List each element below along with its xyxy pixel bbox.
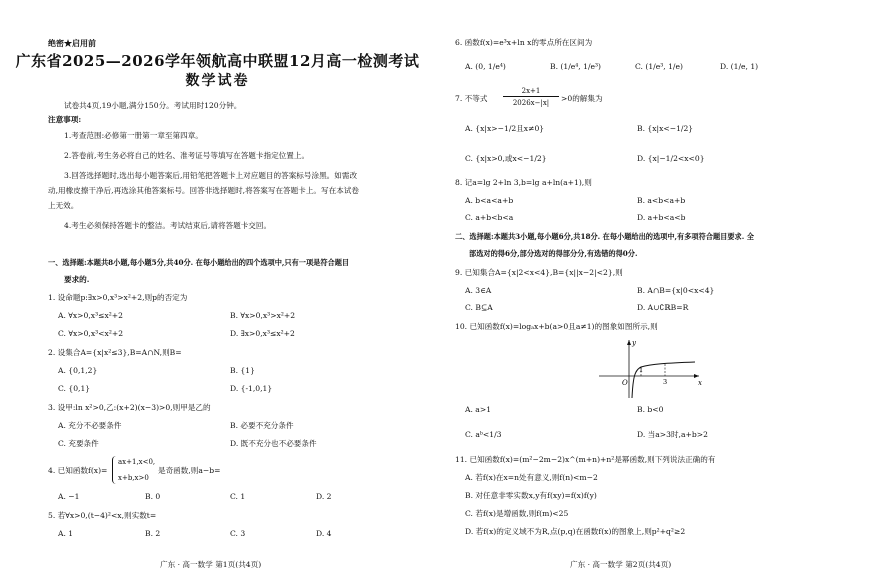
q6-stem: 6. 函数f(x)=e³x+ln x的零点所在区间为 — [455, 38, 593, 47]
graph-origin-label: O — [622, 379, 628, 387]
q9-option-b: B. A∩B={x|0<x<4} — [637, 286, 715, 295]
footer-left: 广东 · 高一数学 第1页(共4页) — [160, 560, 262, 569]
note-3c: 上无效。 — [48, 201, 79, 210]
q10-option-c: C. aᵇ<1/3 — [465, 430, 502, 439]
section2-line2: 部选对的得6分,部分选对的得部分分,有选错的得0分. — [469, 249, 638, 258]
q2-option-c: C. {0,1} — [58, 384, 91, 393]
q3-option-c: C. 充要条件 — [58, 439, 99, 448]
graph-tick-1: 1 — [639, 366, 644, 374]
q11-option-d: D. 若f(x)的定义域不为R,点(p,q)在函数f(x)的图象上,则p²+q²≥2 — [465, 527, 686, 536]
q2-option-d: D. {-1,0,1} — [230, 384, 273, 393]
q7-numerator: 2x+1 — [521, 87, 541, 95]
intro-text: 试卷共4页,19小题,满分150分。考试用时120分钟。 — [64, 101, 242, 110]
q7-option-d: D. {x|−1/2<x<0} — [637, 154, 705, 163]
q11-option-c: C. 若f(x)是增函数,则f(m)<25 — [465, 509, 569, 518]
q10-option-d: D. 当a>3时,a+b>2 — [637, 430, 708, 439]
note-1: 1.考查范围:必修第一册第一章至第四章。 — [64, 131, 203, 140]
q10-option-a: A. a>1 — [465, 405, 492, 414]
q4-option-b: B. 0 — [145, 492, 161, 501]
q9-option-a: A. 3∈A — [465, 286, 492, 295]
q11-option-a: A. 若f(x)在x=n处有意义,则f(n)<m−2 — [465, 473, 598, 482]
q6-option-b: B. (1/e⁴, 1/e³) — [550, 62, 602, 71]
q1-option-b: B. ∀x>0,x³>x²+2 — [230, 311, 296, 320]
q2-option-b: B. {1} — [230, 366, 255, 375]
q7-option-c: C. {x|x>0,或x<−1/2} — [465, 154, 547, 163]
note-3b: 动,用橡皮擦干净后,再选涂其他答案标号。回答非选择题时,将答案写在答题卡上。写在本试卷 — [48, 186, 359, 195]
q8-option-c: C. a+b<b<a — [465, 213, 514, 222]
q2-stem: 2. 设集合A={x|x²≤3},B=A∩N,则B= — [48, 348, 182, 357]
section1-line1: 一、选择题:本题共8小题,每小题5分,共40分. 在每小题给出的四个选项中,只有一项是符合题目 — [48, 258, 350, 267]
q11-option-b: B. 对任意非零实数x,y有f(xy)=f(x)f(y) — [465, 491, 597, 500]
section2-line1: 二、选择题:本题共3小题,每小题6分,共18分. 在每小题给出的选项中,有多项符合题目要求. 全 — [455, 232, 754, 241]
q11-stem: 11. 已知函数f(x)=(m²−2m−2)x^(m+n)+n²是幂函数,则下列说法正确的有 — [455, 455, 716, 464]
q6-option-a: A. (0, 1/e⁴) — [465, 62, 506, 71]
q5-option-a: A. 1 — [58, 529, 74, 538]
exam-title: 广东省2025—2026学年领航高中联盟12月高一检测考试 — [15, 52, 420, 70]
q3-option-d: D. 既不充分也不必要条件 — [230, 439, 317, 448]
note-3a: 3.回答选择题时,选出每小题答案后,用铅笔把答题卡上对应题目的答案标号涂黑。如需改 — [64, 171, 358, 180]
q6-option-c: C. (1/e³, 1/e) — [635, 62, 683, 71]
q5-option-c: C. 3 — [230, 529, 246, 538]
q3-stem: 3. 设甲:ln x²>0,乙:(x+2)(x−3)>0,则甲是乙的 — [48, 403, 211, 412]
q7-stem-b: >0的解集为 — [561, 94, 603, 103]
graph-y-arrow — [627, 340, 631, 345]
q7-fraction-bar — [503, 96, 559, 97]
q4-option-c: C. 1 — [230, 492, 246, 501]
q4-case-2: x+b,x>0 — [118, 474, 149, 482]
q8-option-b: B. a<b<a+b — [637, 196, 686, 205]
footer-right: 广东 · 高一数学 第2页(共4页) — [570, 560, 672, 569]
note-2: 2.答卷前,考生务必将自己的姓名、准考证号等填写在答题卡指定位置上。 — [64, 151, 310, 160]
q8-option-a: A. b<a<a+b — [465, 196, 514, 205]
graph-tick-3: 3 — [663, 378, 668, 386]
q2-option-a: A. {0,1,2} — [58, 366, 98, 375]
q1-option-a: A. ∀x>0,x³≤x²+2 — [58, 311, 123, 320]
q10-graph — [595, 336, 705, 400]
q3-option-b: B. 必要不充分条件 — [230, 421, 294, 430]
q9-option-d: D. A∪∁ℝB=R — [637, 303, 689, 312]
q9-option-c: C. B⊆A — [465, 303, 493, 312]
q4-case-1: ax+1,x<0, — [118, 458, 156, 466]
q6-option-d: D. (1/e, 1) — [720, 62, 759, 71]
q8-option-d: D. a+b<a<b — [637, 213, 686, 222]
page-right — [435, 0, 870, 578]
exam-subtitle: 数学试卷 — [185, 73, 250, 89]
q3-option-a: A. 充分不必要条件 — [58, 421, 122, 430]
q4-option-d: D. 2 — [316, 492, 332, 501]
q9-stem: 9. 已知集合A={x|2<x<4},B={x||x−2|<2},则 — [455, 268, 623, 277]
q8-stem: 8. 记a=lg 2+ln 3,b=lg a+ln(a+1),则 — [455, 178, 592, 187]
secret-mark: 绝密★启用前 — [48, 38, 96, 48]
q1-stem: 1. 设命题p:∃x>0,x³>x²+2,则p的否定为 — [48, 293, 188, 302]
q4-stem-b: 是奇函数,则a−b= — [158, 466, 221, 475]
note-4: 4.考生必须保持答题卡的整洁。考试结束后,请将答题卡交回。 — [64, 221, 272, 230]
q5-stem: 5. 若∀x>0,(t−4)²<x,则实数t= — [48, 511, 157, 520]
graph-x-arrow — [694, 374, 699, 378]
q4-stem-a: 4. 已知函数f(x)= — [48, 466, 108, 475]
q7-option-b: B. {x|x<−1/2} — [637, 124, 694, 133]
q4-option-a: A. −1 — [58, 492, 80, 501]
q10-option-b: B. b<0 — [637, 405, 664, 414]
q10-stem: 10. 已知函数f(x)=logₐx+b(a>0且a≠1)的图象如图所示,则 — [455, 322, 658, 331]
graph-x-label: x — [698, 379, 702, 387]
q5-option-b: B. 2 — [145, 529, 161, 538]
section1-line2: 要求的. — [64, 275, 90, 284]
q1-option-c: C. ∀x>0,x³<x²+2 — [58, 329, 124, 338]
q1-option-d: D. ∃x>0,x³≤x²+2 — [230, 329, 295, 338]
q5-option-d: D. 4 — [316, 529, 332, 538]
q7-option-a: A. {x|x>−1/2且x≠0} — [465, 124, 545, 133]
q7-denominator: 2026x−|x| — [512, 99, 550, 107]
graph-y-label: y — [632, 339, 636, 347]
notes-heading: 注意事项: — [48, 115, 82, 124]
q7-stem-a: 7. 不等式 — [455, 94, 488, 103]
